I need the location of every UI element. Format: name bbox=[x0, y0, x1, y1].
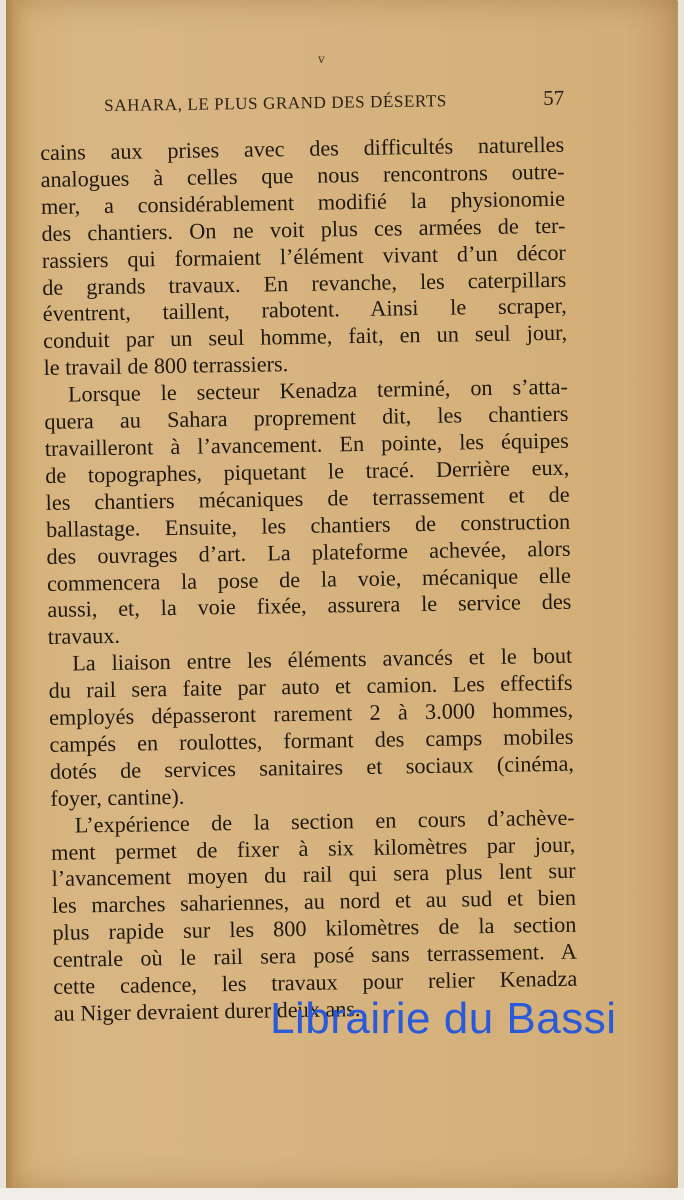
paragraph bbox=[40, 132, 568, 382]
text-line: L’expérience de la section en cours d’achève- bbox=[74, 804, 575, 838]
text-line: plus rapide sur les 800 kilomètres de la section bbox=[52, 911, 577, 946]
paragraph bbox=[48, 643, 574, 813]
page-number: 57 bbox=[542, 85, 565, 110]
text-line: conduit par un seul homme, fait, en un seul jour, bbox=[42, 320, 568, 354]
text-line: travaux. bbox=[47, 623, 121, 650]
watermark: Librairie du Bassi bbox=[270, 994, 617, 1043]
text-line: travailleront à l’avancement. En pointe, les équipes bbox=[44, 427, 569, 461]
text-line: de topographes, piquetant le tracé. Derrière eux, bbox=[45, 454, 570, 488]
background-strip bbox=[0, 1188, 684, 1200]
text-line: foyer, cantine). bbox=[50, 783, 185, 811]
text-line: des chantiers. On ne voit plus ces armées de ter- bbox=[41, 212, 566, 246]
text-line: cains aux prises avec des difficultés naturelles bbox=[40, 131, 565, 165]
paragraph bbox=[44, 374, 572, 651]
text-line: le travail de 800 terrassiers. bbox=[43, 351, 289, 381]
text-line: des ouvrages d’art. La plateforme achevée, alors bbox=[46, 535, 571, 569]
text-line: de grands travaux. En revanche, les caterpillars bbox=[42, 266, 567, 300]
text-line: dotés de services sanitaires et sociaux (cinéma, bbox=[49, 750, 575, 784]
text-line: les marches sahariennes, au nord et au sud et bien bbox=[51, 885, 577, 919]
text-line: cette cadence, les travaux pour relier Kenadza bbox=[53, 965, 578, 999]
page-edge-shadow bbox=[6, 0, 20, 1188]
text-line: La liaison entre les éléments avancés et le bout bbox=[72, 642, 573, 676]
text-line: l’avancement moyen du rail qui sera plus lent sur bbox=[51, 858, 576, 892]
text-line: commencera la pose de la voie, mécanique elle bbox=[46, 562, 572, 596]
text-line: les chantiers mécaniques de terrassement et de bbox=[45, 481, 570, 515]
text-line: mer, a considérablement modifié la physionomie bbox=[40, 185, 566, 219]
text-line: au Niger devraient durer deux ans. bbox=[53, 996, 361, 1026]
text-line: éventrent, taillent, rabotent. Ainsi le scraper, bbox=[42, 293, 567, 327]
text-line: du rail sera faite par auto et camion. Les effectifs bbox=[48, 669, 573, 704]
text-line: ballastage. Ensuite, les chantiers de construction bbox=[45, 508, 571, 542]
text-line: employés dépasseront rarement 2 à 3.000 hommes, bbox=[48, 696, 574, 730]
text-line: aussi, et, la voie fixée, assurera le service des bbox=[47, 589, 572, 623]
body-text bbox=[40, 132, 578, 1028]
running-title: SAHARA, LE PLUS GRAND DES DÉSERTS bbox=[104, 91, 448, 115]
text-line: centrale où le rail sera posé sans terrassement. A bbox=[52, 938, 578, 973]
text-line: Lorsque le secteur Kenadza terminé, on s’atta- bbox=[67, 373, 569, 407]
text-line: ment permet de fixer à six kilomètres par jour, bbox=[50, 831, 576, 865]
text-line: quera au Sahara proprement dit, les chantiers bbox=[44, 400, 569, 435]
text-line: analogues à celles que nous rencontrons outre- bbox=[40, 158, 565, 192]
top-mark: v bbox=[318, 52, 325, 66]
text-line: rassiers qui formaient l’élément vivant d’un décor bbox=[41, 239, 567, 273]
text-line: campés en roulottes, formant des camps mobiles bbox=[49, 723, 574, 757]
